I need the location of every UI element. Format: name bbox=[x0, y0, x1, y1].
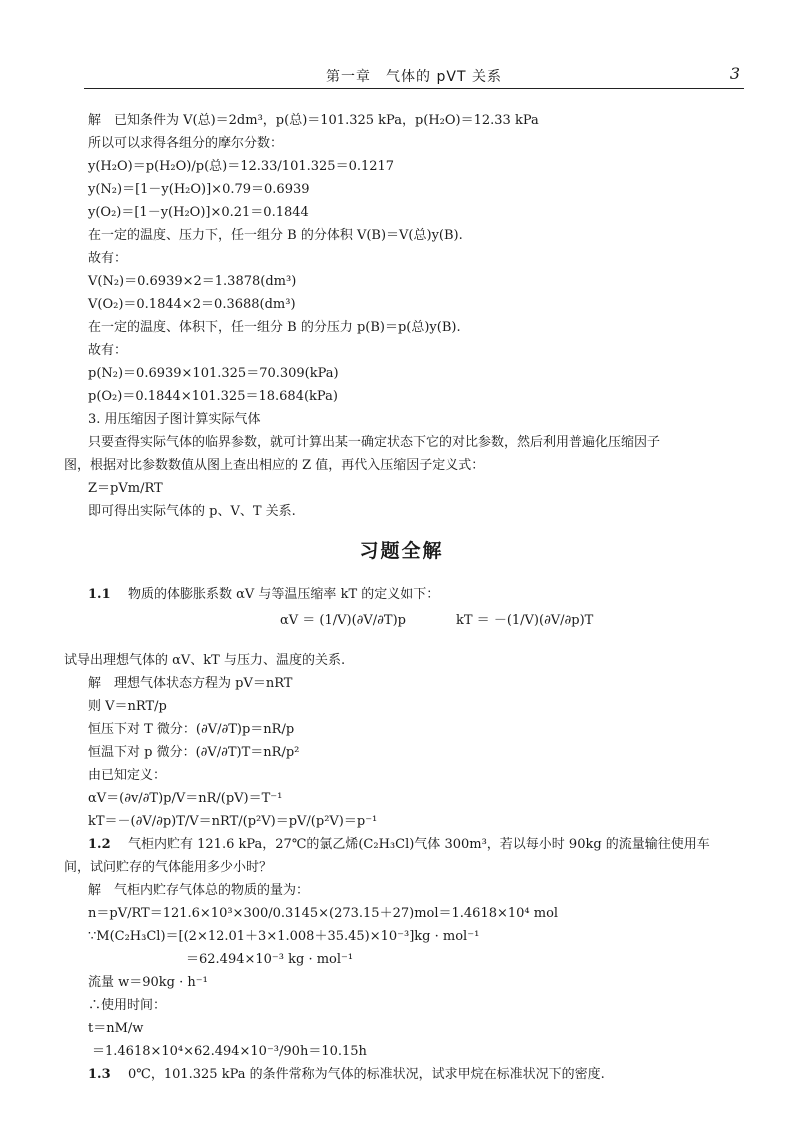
solution-line: t＝nM/w bbox=[88, 1021, 144, 1036]
equation-line: Z＝pVm/RT bbox=[88, 481, 163, 496]
problem-statement: 0℃，101.325 kPa 的条件常称为气体的标准状况，试求甲烷在标准状况下的密度. bbox=[128, 1067, 605, 1082]
problem-number: 1.3 bbox=[88, 1067, 111, 1082]
equation-line: p(N₂)＝0.6939×101.325＝70.309(kPa) bbox=[88, 366, 339, 381]
equation-line: y(N₂)＝[1－y(H₂O)]×0.79＝0.6939 bbox=[88, 182, 310, 197]
problem-number: 1.1 bbox=[88, 587, 111, 602]
text-line: 故有： bbox=[88, 343, 128, 358]
section-title: 习题全解 bbox=[359, 540, 444, 562]
text-line: 在一定的温度、压力下，任一组分 B 的分体积 V(B)＝V(总)y(B). bbox=[88, 228, 463, 243]
problem-number: 1.2 bbox=[88, 837, 111, 852]
solution-line: ＝62.494×10⁻³ kg · mol⁻¹ bbox=[186, 952, 354, 967]
problem-statement: 间，试问贮存的气体能用多少小时？ bbox=[64, 860, 273, 875]
page-header bbox=[84, 62, 744, 89]
solution-line: 解 气柜内贮存气体总的物质的量为： bbox=[88, 883, 310, 898]
solution-line: kT＝－(∂V/∂p)T/V＝nRT/(p²V)＝pV/(p²V)＝p⁻¹ bbox=[88, 814, 378, 829]
solution-line: 恒压下对 T 微分：(∂V/∂T)p＝nR/p bbox=[88, 722, 295, 737]
definition-formulas bbox=[280, 600, 620, 644]
solution-line: αV＝(∂v/∂T)p/V＝nR/(pV)＝T⁻¹ bbox=[88, 791, 283, 806]
solution-line: ＝1.4618×10⁴×62.494×10⁻³/90h＝10.15h bbox=[92, 1044, 367, 1059]
problem-statement: 气柜内贮有 121.6 kPa，27℃的氯乙烯(C₂H₃Cl)气体 300m³，若以每小时 90kg 的流量输往使用车 bbox=[128, 837, 710, 852]
text-line: 即可得出实际气体的 p、V、T 关系. bbox=[88, 504, 296, 519]
solution-line: 流量 w＝90kg · h⁻¹ bbox=[88, 975, 208, 990]
problem-statement: 物质的体膨胀系数 αV 与等温压缩率 kT 的定义如下： bbox=[128, 587, 440, 602]
solution-line: 解 理想气体状态方程为 pV＝nRT bbox=[88, 676, 293, 691]
solution-line: ∴使用时间： bbox=[88, 998, 167, 1013]
solution-line: 则 V＝nRT/p bbox=[88, 699, 167, 714]
solution-line: 由已知定义： bbox=[88, 768, 167, 783]
text-line: 图，根据对比参数数值从图上查出相应的 Z 值，再代入压缩因子定义式： bbox=[64, 458, 485, 473]
equation-line: p(O₂)＝0.1844×101.325＝18.684(kPa) bbox=[88, 389, 338, 404]
equation-line: y(H₂O)＝p(H₂O)/p(总)＝12.33/101.325＝0.1217 bbox=[88, 159, 395, 174]
equation-line: V(N₂)＝0.6939×2＝1.3878(dm³) bbox=[88, 274, 297, 289]
k-formula: kT ＝ －(1/V)(∂V/∂p)T bbox=[456, 613, 594, 628]
solution-line: n＝pV/RT＝121.6×10³×300/0.3145×(273.15＋27)mol＝1.4618×10⁴ mol bbox=[88, 906, 559, 921]
problem-question: 试导出理想气体的 αV、kT 与压力、温度的关系. bbox=[64, 653, 346, 668]
solution-line: 解 已知条件为 V(总)＝2dm³，p(总)＝101.325 kPa，p(H₂O)＝12.33 kPa bbox=[88, 113, 539, 128]
equation-line: y(O₂)＝[1－y(H₂O)]×0.21＝0.1844 bbox=[88, 205, 309, 220]
solution-line: 恒温下对 p 微分：(∂V/∂T)T＝nR/p² bbox=[88, 745, 300, 760]
page-number: 3 bbox=[729, 64, 740, 83]
alpha-formula: αV ＝ (1/V)(∂V/∂T)p bbox=[280, 613, 406, 628]
chapter-title: 第一章 气体的 pVT 关系 bbox=[326, 69, 502, 85]
text-line: 只要查得实际气体的临界参数，就可计算出某一确定状态下它的对比参数，然后利用普遍化压缩因子 bbox=[88, 435, 661, 450]
solution-line: ∵M(C₂H₃Cl)＝[(2×12.01＋3×1.008＋35.45)×10⁻³]kg · mol⁻¹ bbox=[88, 929, 480, 944]
text-line: 在一定的温度、体积下，任一组分 B 的分压力 p(B)＝p(总)y(B). bbox=[88, 320, 461, 335]
subheading: 3. 用压缩因子图计算实际气体 bbox=[88, 412, 261, 427]
text-line: 所以可以求得各组分的摩尔分数： bbox=[88, 136, 284, 151]
equation-line: V(O₂)＝0.1844×2＝0.3688(dm³) bbox=[88, 297, 296, 312]
text-line: 故有： bbox=[88, 251, 128, 266]
